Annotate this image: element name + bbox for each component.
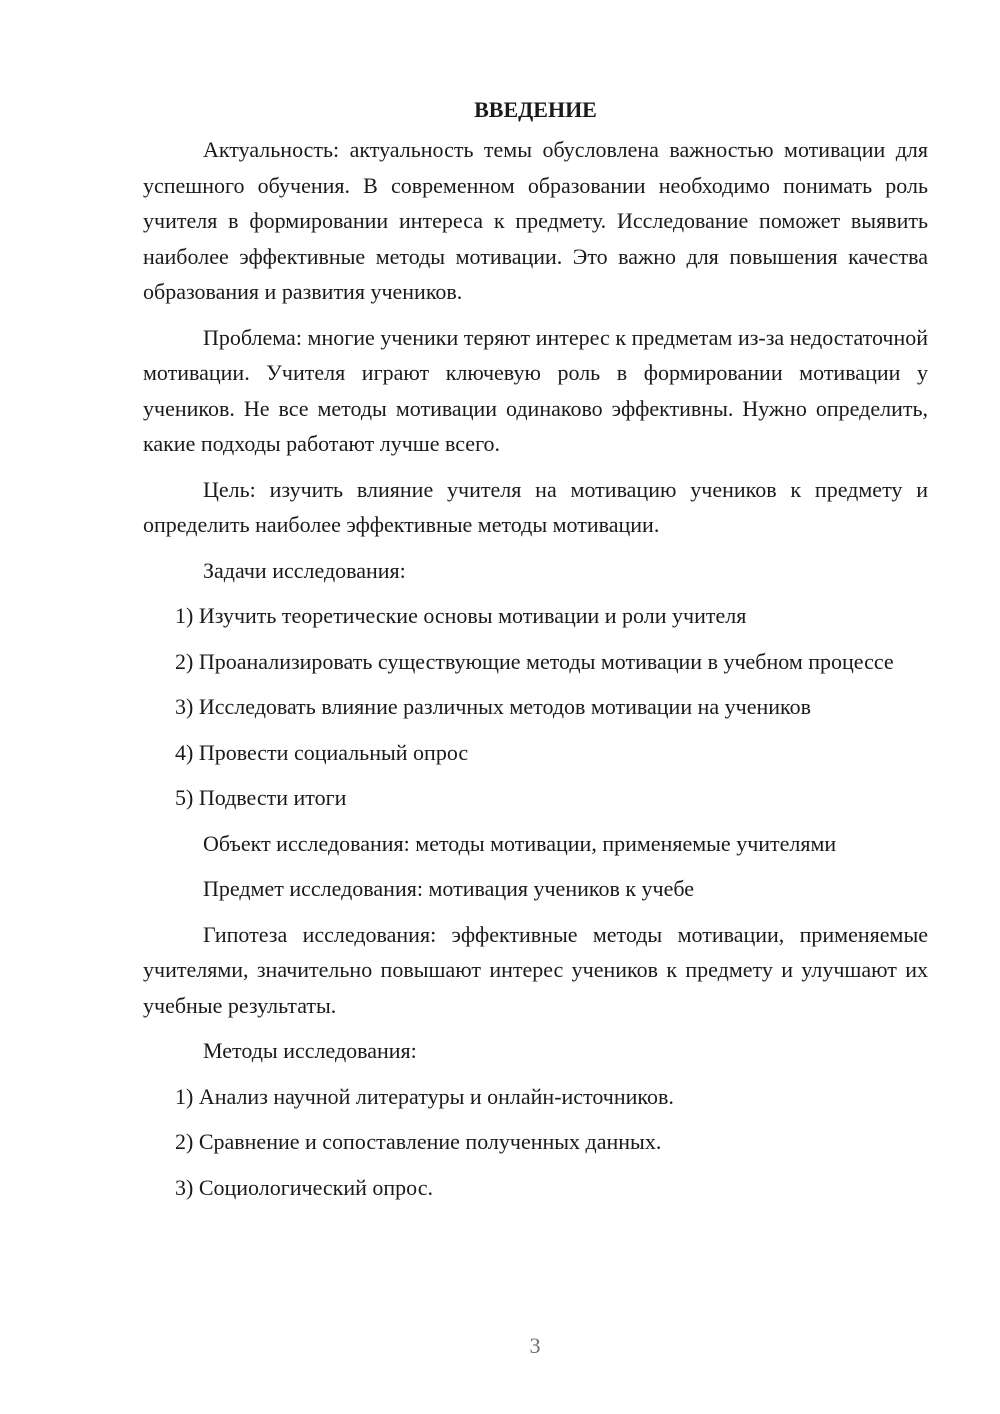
- hypothesis-paragraph: Гипотеза исследования: эффективные методы мотивации, применяемые учителями, значительно повышают интерес учеников к предмету и улучшают их учебные результаты.: [143, 921, 928, 1018]
- task-item-3: 3) Исследовать влияние различных методов мотивации на учеников: [175, 694, 811, 719]
- method-item-3: 3) Социологический опрос.: [175, 1174, 433, 1200]
- method-item-1: 1) Анализ научной литературы и онлайн-источников.: [175, 1083, 674, 1109]
- document-page: [143, 92, 928, 1215]
- problem-paragraph: Проблема: многие ученики теряют интерес к предметам из-за недостаточной мотивации. Учителя играют ключевую роль в формировании мотивации у учеников. Не все методы мотивации одинаково эффективны. Нужно определить, какие подходы работают лучше всего.: [143, 324, 928, 456]
- methods-heading: Методы исследования:: [203, 1038, 417, 1063]
- relevance-paragraph: Актуальность: актуальность темы обусловлена важностью мотивации для успешного обучения. В современном образовании необходимо понимать роль учителя в формировании интереса к предмету. Исследование поможет выявить наиболее эффективные методы мотивации. Это важно для повышения качества образования и развития учеников.: [143, 137, 928, 304]
- method-item-2: 2) Сравнение и сопоставление полученных данных.: [175, 1129, 662, 1154]
- research-object: Объект исследования: методы мотивации, применяемые учителями: [203, 830, 837, 856]
- research-subject: Предмет исследования: мотивация учеников к учебе: [203, 876, 695, 901]
- task-item-1: 1) Изучить теоретические основы мотивации и роли учителя: [175, 603, 747, 628]
- goal-paragraph: Цель: изучить влияние учителя на мотивацию учеников к предмету и определить наиболее эффективные методы мотивации.: [143, 476, 928, 537]
- task-item-2: 2) Проанализировать существующие методы мотивации в учебном процессе: [175, 648, 894, 674]
- page-title: ВВЕДЕНИЕ: [474, 97, 597, 122]
- task-item-4: 4) Провести социальный опрос: [175, 739, 469, 765]
- tasks-heading: Задачи исследования:: [203, 557, 406, 583]
- task-item-5: 5) Подвести итоги: [175, 785, 347, 810]
- page-number: 3: [529, 1333, 541, 1358]
